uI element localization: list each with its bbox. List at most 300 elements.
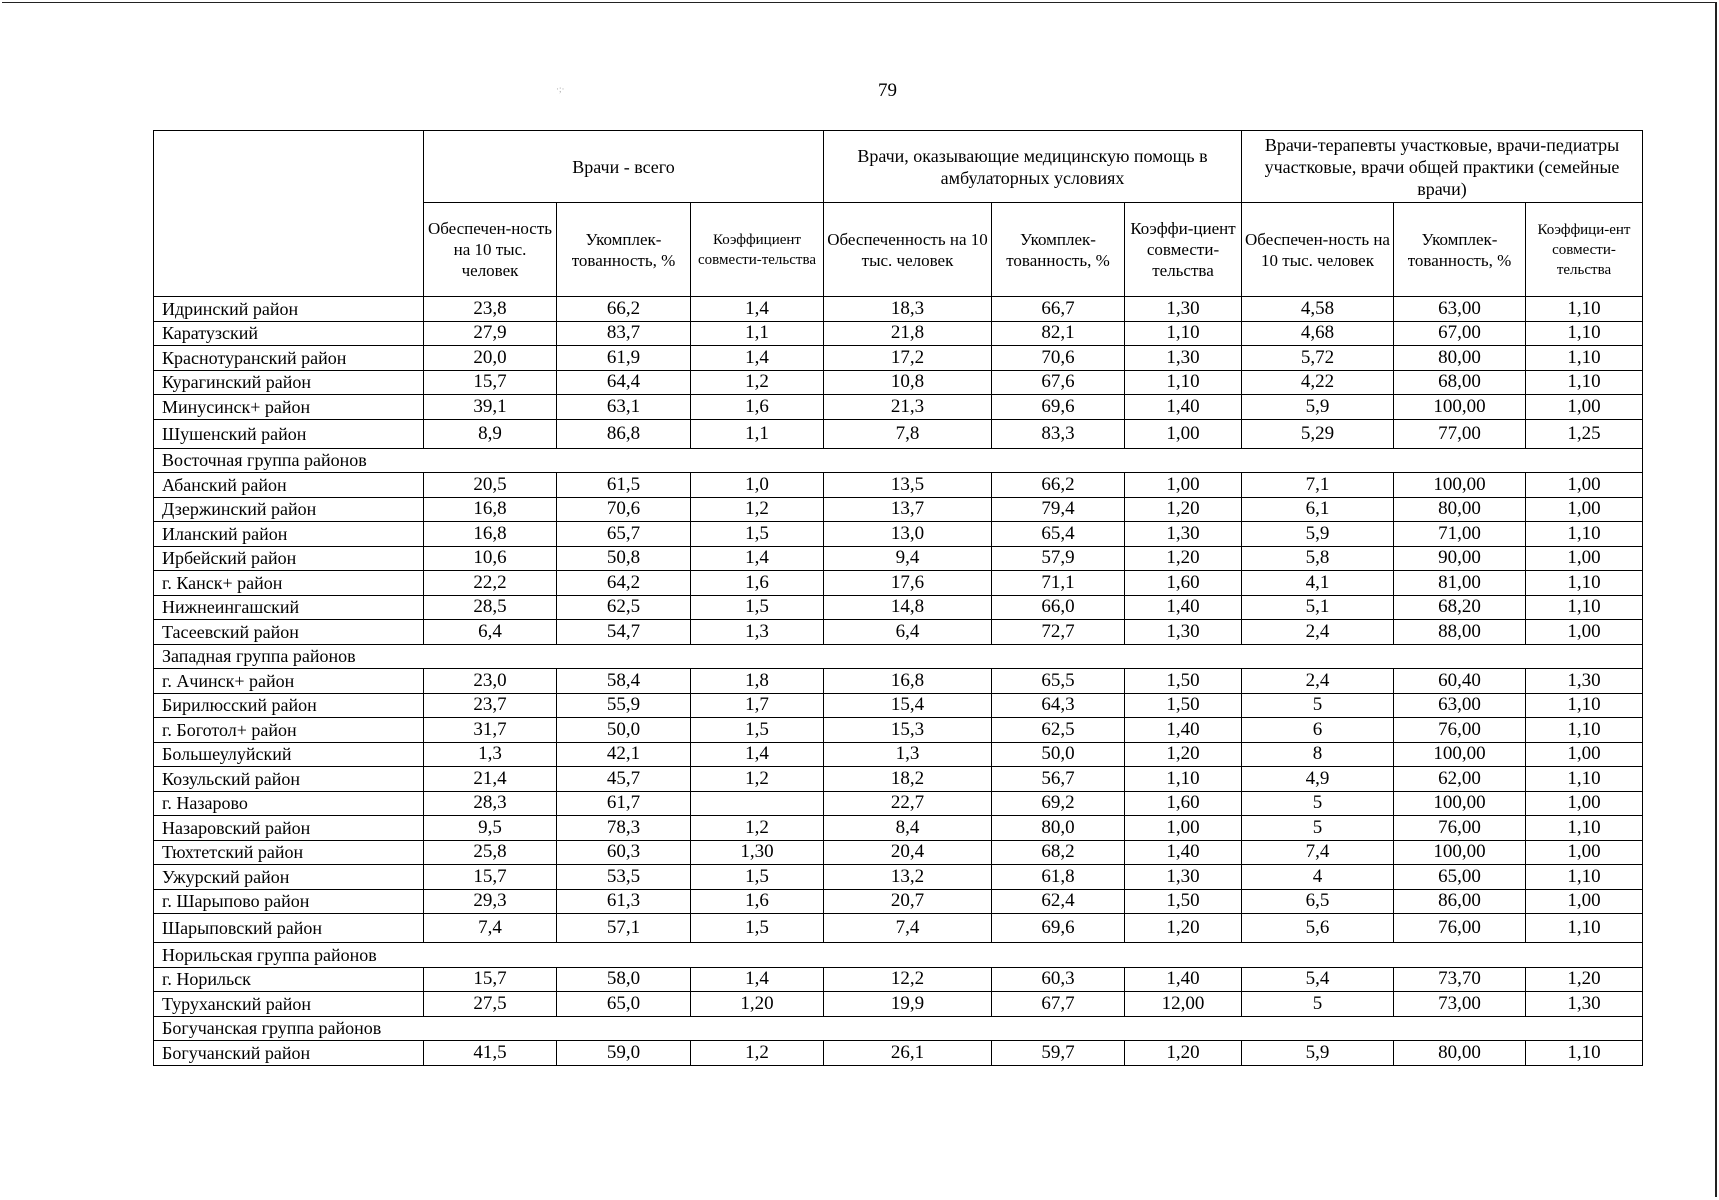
district-name-cell: г. Назарово	[154, 791, 424, 816]
value-cell: 1,10	[1125, 370, 1242, 395]
value-cell: 58,4	[557, 669, 691, 694]
value-cell: 64,4	[557, 370, 691, 395]
value-cell: 27,9	[424, 321, 557, 346]
header-group-district-doctors: Врачи-терапевты участковые, врачи-педиатры участковые, врачи общей практики (семейные врачи)	[1242, 131, 1643, 203]
value-cell: 4,58	[1242, 297, 1394, 322]
value-cell: 81,00	[1394, 571, 1526, 596]
value-cell: 5	[1242, 816, 1394, 841]
value-cell: 1,6	[691, 571, 824, 596]
value-cell: 100,00	[1394, 791, 1526, 816]
value-cell: 1,30	[1125, 346, 1242, 371]
value-cell: 6,5	[1242, 889, 1394, 914]
value-cell: 1,20	[1526, 967, 1643, 992]
value-cell: 73,00	[1394, 992, 1526, 1017]
value-cell: 1,4	[691, 297, 824, 322]
value-cell: 21,3	[824, 395, 992, 420]
value-cell: 1,1	[691, 419, 824, 448]
value-cell: 65,5	[992, 669, 1125, 694]
value-cell: 1,20	[1125, 497, 1242, 522]
group-header-label: Богучанская группа районов	[154, 1016, 1643, 1041]
value-cell: 65,00	[1394, 865, 1526, 890]
district-name-cell: Богучанский район	[154, 1041, 424, 1066]
table-row	[154, 1041, 1643, 1066]
district-name-cell: г. Канск+ район	[154, 571, 424, 596]
table-row	[154, 620, 1643, 645]
value-cell: 10,6	[424, 546, 557, 571]
district-name-cell: Туруханский район	[154, 992, 424, 1017]
value-cell: 18,3	[824, 297, 992, 322]
table-row	[154, 297, 1643, 322]
value-cell: 20,5	[424, 473, 557, 498]
table-row	[154, 693, 1643, 718]
table-row	[154, 395, 1643, 420]
value-cell: 1,2	[691, 767, 824, 792]
table-row	[154, 370, 1643, 395]
value-cell: 1,20	[691, 992, 824, 1017]
value-cell: 57,1	[557, 914, 691, 943]
value-cell: 20,7	[824, 889, 992, 914]
district-name-cell: г. Норильск	[154, 967, 424, 992]
value-cell: 70,6	[992, 346, 1125, 371]
value-cell: 25,8	[424, 840, 557, 865]
value-cell: 1,30	[1125, 522, 1242, 547]
table-row	[154, 321, 1643, 346]
value-cell: 7,1	[1242, 473, 1394, 498]
value-cell: 80,00	[1394, 1041, 1526, 1066]
value-cell: 5,1	[1242, 595, 1394, 620]
value-cell: 1,00	[1526, 473, 1643, 498]
value-cell: 63,00	[1394, 297, 1526, 322]
group-header-label: Норильская группа районов	[154, 943, 1643, 968]
value-cell: 61,7	[557, 791, 691, 816]
value-cell: 1,2	[691, 816, 824, 841]
value-cell: 26,1	[824, 1041, 992, 1066]
value-cell: 5	[1242, 992, 1394, 1017]
statistics-table	[153, 130, 1643, 1066]
value-cell: 67,7	[992, 992, 1125, 1017]
value-cell: 1,30	[691, 840, 824, 865]
value-cell: 1,40	[1125, 395, 1242, 420]
value-cell: 1,20	[1125, 546, 1242, 571]
header-sub-coefficient-2: Коэффи-циент совмести-тельства	[1125, 203, 1242, 297]
value-cell: 39,1	[424, 395, 557, 420]
value-cell: 15,4	[824, 693, 992, 718]
group-header-label: Восточная группа районов	[154, 448, 1643, 473]
group-header-row	[154, 644, 1643, 669]
value-cell: 1,00	[1125, 419, 1242, 448]
value-cell: 5,9	[1242, 395, 1394, 420]
value-cell: 63,1	[557, 395, 691, 420]
table-row	[154, 571, 1643, 596]
header-sub-provision-3: Обеспечен-ность на 10 тыс. человек	[1242, 203, 1394, 297]
value-cell: 56,7	[992, 767, 1125, 792]
value-cell: 1,60	[1125, 791, 1242, 816]
value-cell: 16,8	[824, 669, 992, 694]
value-cell: 1,10	[1526, 571, 1643, 596]
value-cell: 5,6	[1242, 914, 1394, 943]
value-cell: 1,00	[1526, 395, 1643, 420]
value-cell: 86,00	[1394, 889, 1526, 914]
value-cell: 16,8	[424, 522, 557, 547]
value-cell: 12,2	[824, 967, 992, 992]
value-cell: 1,3	[824, 742, 992, 767]
value-cell: 9,4	[824, 546, 992, 571]
value-cell: 100,00	[1394, 395, 1526, 420]
value-cell: 23,0	[424, 669, 557, 694]
value-cell: 1,3	[424, 742, 557, 767]
value-cell: 1,00	[1526, 791, 1643, 816]
value-cell: 1,10	[1526, 816, 1643, 841]
value-cell: 83,3	[992, 419, 1125, 448]
value-cell: 79,4	[992, 497, 1125, 522]
value-cell: 5,4	[1242, 967, 1394, 992]
value-cell: 76,00	[1394, 718, 1526, 743]
table-row	[154, 992, 1643, 1017]
value-cell: 1,10	[1526, 693, 1643, 718]
value-cell: 1,10	[1526, 297, 1643, 322]
table-row	[154, 967, 1643, 992]
value-cell: 1,00	[1526, 742, 1643, 767]
value-cell: 45,7	[557, 767, 691, 792]
value-cell: 12,00	[1125, 992, 1242, 1017]
value-cell: 90,00	[1394, 546, 1526, 571]
value-cell: 1,5	[691, 718, 824, 743]
value-cell: 65,7	[557, 522, 691, 547]
value-cell: 69,6	[992, 395, 1125, 420]
value-cell: 64,2	[557, 571, 691, 596]
value-cell: 68,00	[1394, 370, 1526, 395]
value-cell: 23,8	[424, 297, 557, 322]
district-name-cell: Ирбейский район	[154, 546, 424, 571]
value-cell: 1,20	[1125, 914, 1242, 943]
value-cell: 1,10	[1125, 767, 1242, 792]
value-cell: 54,7	[557, 620, 691, 645]
header-sub-coefficient-3: Коэффици-ент совмести-тельства	[1526, 203, 1643, 297]
value-cell: 19,9	[824, 992, 992, 1017]
value-cell: 1,50	[1125, 669, 1242, 694]
value-cell: 1,4	[691, 346, 824, 371]
value-cell: 1,00	[1125, 816, 1242, 841]
table-row	[154, 718, 1643, 743]
value-cell: 76,00	[1394, 816, 1526, 841]
value-cell: 82,1	[992, 321, 1125, 346]
district-name-cell: Шарыповский район	[154, 914, 424, 943]
value-cell: 1,10	[1526, 767, 1643, 792]
table-body	[154, 297, 1643, 1066]
value-cell: 21,8	[824, 321, 992, 346]
value-cell: 50,0	[557, 718, 691, 743]
value-cell: 1,0	[691, 473, 824, 498]
group-header-row	[154, 943, 1643, 968]
value-cell: 1,60	[1125, 571, 1242, 596]
group-header-label: Западная группа районов	[154, 644, 1643, 669]
value-cell: 70,6	[557, 497, 691, 522]
table-row	[154, 791, 1643, 816]
value-cell: 55,9	[557, 693, 691, 718]
value-cell: 14,8	[824, 595, 992, 620]
value-cell: 80,00	[1394, 497, 1526, 522]
table-row	[154, 889, 1643, 914]
value-cell: 73,70	[1394, 967, 1526, 992]
value-cell: 76,00	[1394, 914, 1526, 943]
value-cell: 13,2	[824, 865, 992, 890]
value-cell: 28,5	[424, 595, 557, 620]
value-cell: 16,8	[424, 497, 557, 522]
value-cell: 22,7	[824, 791, 992, 816]
value-cell: 67,00	[1394, 321, 1526, 346]
value-cell: 80,0	[992, 816, 1125, 841]
value-cell: 66,0	[992, 595, 1125, 620]
value-cell: 18,2	[824, 767, 992, 792]
value-cell: 1,00	[1526, 546, 1643, 571]
value-cell: 17,2	[824, 346, 992, 371]
value-cell: 1,10	[1526, 321, 1643, 346]
value-cell	[691, 791, 824, 816]
value-cell: 7,4	[424, 914, 557, 943]
district-name-cell: Большеулуйский	[154, 742, 424, 767]
value-cell: 60,40	[1394, 669, 1526, 694]
value-cell: 1,4	[691, 967, 824, 992]
value-cell: 1,00	[1526, 620, 1643, 645]
district-name-cell: Шушенский район	[154, 419, 424, 448]
district-name-cell: Козульский район	[154, 767, 424, 792]
value-cell: 1,4	[691, 742, 824, 767]
value-cell: 1,5	[691, 595, 824, 620]
value-cell: 1,00	[1526, 840, 1643, 865]
value-cell: 61,8	[992, 865, 1125, 890]
value-cell: 65,0	[557, 992, 691, 1017]
table-row	[154, 669, 1643, 694]
district-name-cell: Ужурский район	[154, 865, 424, 890]
value-cell: 66,7	[992, 297, 1125, 322]
district-name-cell: Нижнеингашский	[154, 595, 424, 620]
value-cell: 8	[1242, 742, 1394, 767]
value-cell: 20,0	[424, 346, 557, 371]
header-sub-staffing-3: Укомплек-тованность, %	[1394, 203, 1526, 297]
value-cell: 62,00	[1394, 767, 1526, 792]
value-cell: 50,0	[992, 742, 1125, 767]
value-cell: 1,2	[691, 1041, 824, 1066]
value-cell: 8,4	[824, 816, 992, 841]
value-cell: 59,7	[992, 1041, 1125, 1066]
value-cell: 1,10	[1526, 346, 1643, 371]
value-cell: 100,00	[1394, 473, 1526, 498]
value-cell: 15,7	[424, 865, 557, 890]
value-cell: 83,7	[557, 321, 691, 346]
value-cell: 10,8	[824, 370, 992, 395]
value-cell: 41,5	[424, 1041, 557, 1066]
value-cell: 61,3	[557, 889, 691, 914]
value-cell: 1,5	[691, 522, 824, 547]
table-row	[154, 767, 1643, 792]
value-cell: 2,4	[1242, 620, 1394, 645]
value-cell: 1,10	[1526, 865, 1643, 890]
table-row	[154, 522, 1643, 547]
value-cell: 67,6	[992, 370, 1125, 395]
header-group-outpatient-doctors: Врачи, оказывающие медицинскую помощь в амбулаторных условиях	[824, 131, 1242, 203]
value-cell: 68,20	[1394, 595, 1526, 620]
value-cell: 1,10	[1526, 1041, 1643, 1066]
district-name-cell: Каратузский	[154, 321, 424, 346]
group-header-row	[154, 448, 1643, 473]
table-row	[154, 865, 1643, 890]
value-cell: 1,30	[1125, 297, 1242, 322]
value-cell: 15,7	[424, 967, 557, 992]
scan-mark: ·;·	[556, 84, 565, 94]
value-cell: 68,2	[992, 840, 1125, 865]
value-cell: 100,00	[1394, 742, 1526, 767]
table-row	[154, 546, 1643, 571]
value-cell: 2,4	[1242, 669, 1394, 694]
value-cell: 4,22	[1242, 370, 1394, 395]
value-cell: 80,00	[1394, 346, 1526, 371]
district-name-cell: Минусинск+ район	[154, 395, 424, 420]
value-cell: 31,7	[424, 718, 557, 743]
value-cell: 69,2	[992, 791, 1125, 816]
value-cell: 7,4	[1242, 840, 1394, 865]
header-group-all-doctors: Врачи - всего	[424, 131, 824, 203]
value-cell: 100,00	[1394, 840, 1526, 865]
value-cell: 1,10	[1526, 370, 1643, 395]
value-cell: 4,68	[1242, 321, 1394, 346]
district-name-cell: Бирилюсский район	[154, 693, 424, 718]
value-cell: 71,1	[992, 571, 1125, 596]
value-cell: 77,00	[1394, 419, 1526, 448]
value-cell: 5	[1242, 791, 1394, 816]
table-row	[154, 914, 1643, 943]
value-cell: 9,5	[424, 816, 557, 841]
value-cell: 1,40	[1125, 595, 1242, 620]
value-cell: 6	[1242, 718, 1394, 743]
header-corner-cell	[154, 131, 424, 297]
value-cell: 1,25	[1526, 419, 1643, 448]
value-cell: 57,9	[992, 546, 1125, 571]
value-cell: 64,3	[992, 693, 1125, 718]
value-cell: 1,00	[1125, 473, 1242, 498]
value-cell: 1,00	[1526, 497, 1643, 522]
value-cell: 62,4	[992, 889, 1125, 914]
value-cell: 1,40	[1125, 718, 1242, 743]
value-cell: 23,7	[424, 693, 557, 718]
value-cell: 6,4	[424, 620, 557, 645]
value-cell: 62,5	[992, 718, 1125, 743]
district-name-cell: Краснотуранский район	[154, 346, 424, 371]
value-cell: 6,1	[1242, 497, 1394, 522]
value-cell: 28,3	[424, 791, 557, 816]
value-cell: 1,20	[1125, 1041, 1242, 1066]
header-sub-staffing-2: Укомплек-тованность, %	[992, 203, 1125, 297]
value-cell: 1,40	[1125, 840, 1242, 865]
value-cell: 1,30	[1526, 992, 1643, 1017]
district-name-cell: Иланский район	[154, 522, 424, 547]
value-cell: 5,9	[1242, 522, 1394, 547]
value-cell: 5,29	[1242, 419, 1394, 448]
table-header	[154, 131, 1643, 297]
value-cell: 59,0	[557, 1041, 691, 1066]
value-cell: 71,00	[1394, 522, 1526, 547]
value-cell: 21,4	[424, 767, 557, 792]
value-cell: 27,5	[424, 992, 557, 1017]
value-cell: 1,5	[691, 914, 824, 943]
value-cell: 1,3	[691, 620, 824, 645]
page-number: 79	[878, 80, 897, 101]
value-cell: 62,5	[557, 595, 691, 620]
table-row	[154, 742, 1643, 767]
table-row	[154, 346, 1643, 371]
value-cell: 1,40	[1125, 967, 1242, 992]
value-cell: 61,5	[557, 473, 691, 498]
value-cell: 1,50	[1125, 889, 1242, 914]
value-cell: 1,8	[691, 669, 824, 694]
value-cell: 1,2	[691, 370, 824, 395]
district-name-cell: Назаровский район	[154, 816, 424, 841]
value-cell: 1,5	[691, 865, 824, 890]
district-name-cell: г. Шарыпово район	[154, 889, 424, 914]
value-cell: 5,8	[1242, 546, 1394, 571]
value-cell: 86,8	[557, 419, 691, 448]
table-row	[154, 840, 1643, 865]
value-cell: 1,10	[1526, 522, 1643, 547]
value-cell: 15,7	[424, 370, 557, 395]
district-name-cell: г. Боготол+ район	[154, 718, 424, 743]
value-cell: 1,10	[1526, 718, 1643, 743]
value-cell: 5,72	[1242, 346, 1394, 371]
header-sub-provision-2: Обеспеченность на 10 тыс. человек	[824, 203, 992, 297]
value-cell: 66,2	[992, 473, 1125, 498]
district-name-cell: Абанский район	[154, 473, 424, 498]
value-cell: 13,0	[824, 522, 992, 547]
value-cell: 1,6	[691, 889, 824, 914]
value-cell: 13,5	[824, 473, 992, 498]
value-cell: 60,3	[557, 840, 691, 865]
value-cell: 53,5	[557, 865, 691, 890]
header-sub-staffing-1: Укомплек-тованность, %	[557, 203, 691, 297]
value-cell: 5	[1242, 693, 1394, 718]
value-cell: 13,7	[824, 497, 992, 522]
value-cell: 1,6	[691, 395, 824, 420]
value-cell: 1,50	[1125, 693, 1242, 718]
value-cell: 1,30	[1125, 865, 1242, 890]
value-cell: 29,3	[424, 889, 557, 914]
value-cell: 4	[1242, 865, 1394, 890]
value-cell: 22,2	[424, 571, 557, 596]
district-name-cell: г. Ачинск+ район	[154, 669, 424, 694]
value-cell: 1,4	[691, 546, 824, 571]
value-cell: 78,3	[557, 816, 691, 841]
value-cell: 1,30	[1526, 669, 1643, 694]
value-cell: 50,8	[557, 546, 691, 571]
value-cell: 1,00	[1526, 889, 1643, 914]
district-name-cell: Курагинский район	[154, 370, 424, 395]
table-row	[154, 816, 1643, 841]
district-name-cell: Тюхтетский район	[154, 840, 424, 865]
table-row	[154, 595, 1643, 620]
value-cell: 42,1	[557, 742, 691, 767]
value-cell: 1,20	[1125, 742, 1242, 767]
value-cell: 60,3	[992, 967, 1125, 992]
value-cell: 61,9	[557, 346, 691, 371]
header-sub-coefficient-1: Коэффициент совмести-тельства	[691, 203, 824, 297]
district-name-cell: Дзержинский район	[154, 497, 424, 522]
district-name-cell: Тасеевский район	[154, 620, 424, 645]
value-cell: 63,00	[1394, 693, 1526, 718]
value-cell: 1,10	[1125, 321, 1242, 346]
value-cell: 1,7	[691, 693, 824, 718]
table-row	[154, 473, 1643, 498]
value-cell: 8,9	[424, 419, 557, 448]
value-cell: 1,10	[1526, 595, 1643, 620]
value-cell: 7,8	[824, 419, 992, 448]
